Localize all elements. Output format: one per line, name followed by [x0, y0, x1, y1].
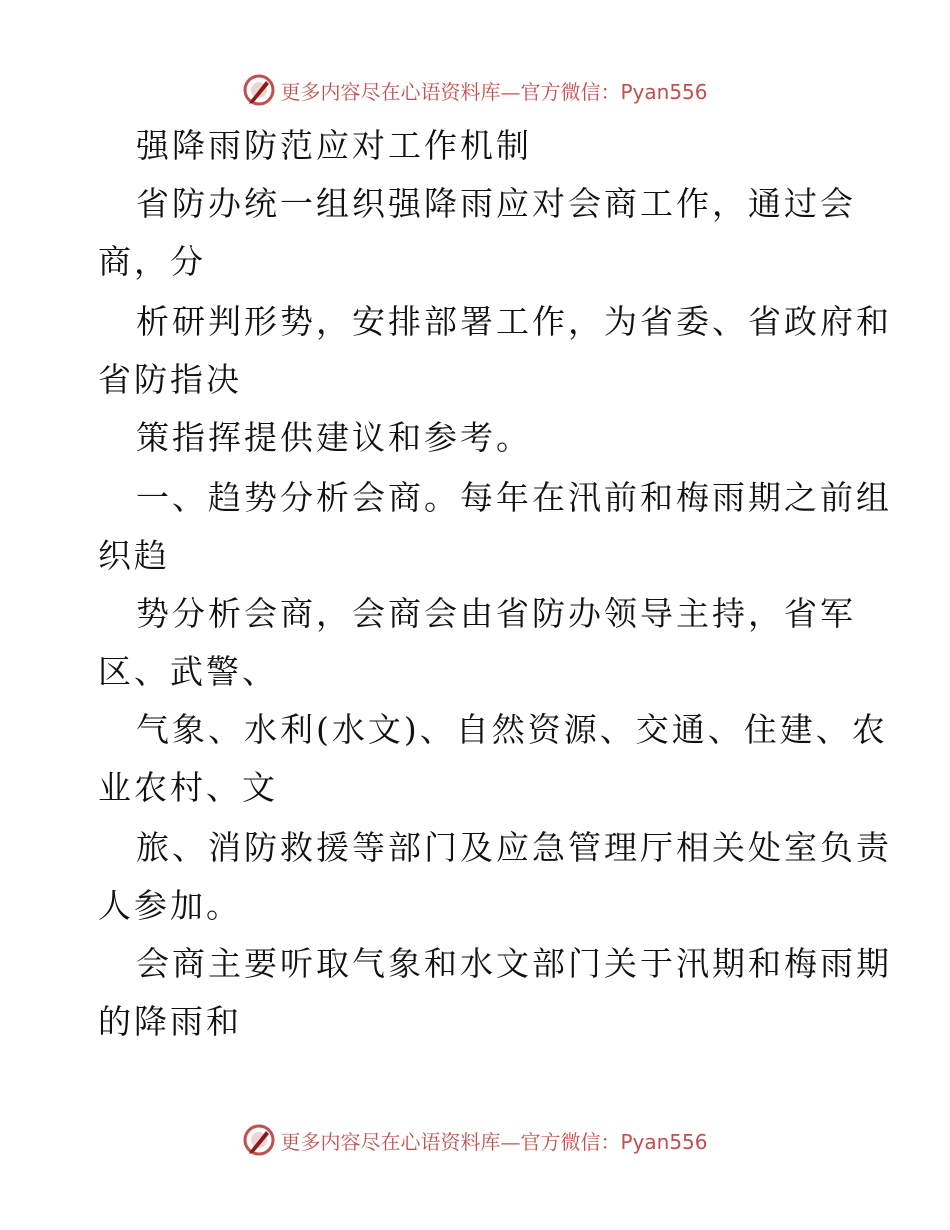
quill-pen-logo-icon [242, 73, 276, 107]
text-line: 区、武警、 [98, 652, 278, 691]
watermark-text: 更多内容尽在心语资料库—官方微信：Pyan556 [280, 1129, 708, 1154]
text-line: 气象、水利(水文)、自然资源、交通、住建、农 [136, 710, 888, 749]
text-line: 势分析会商，会商会由省防办领导主持，省军 [136, 594, 856, 633]
document-title: 强降雨防范应对工作机制 [136, 126, 532, 165]
text-line: 织趋 [98, 536, 170, 575]
text-line: 省防办统一组织强降雨应对会商工作，通过会 [136, 184, 856, 223]
text-line: 省防指决 [98, 360, 242, 399]
header-watermark-banner [0, 70, 950, 110]
quill-pen-logo-icon [242, 1123, 276, 1157]
text-line: 一、趋势分析会商。每年在汛前和梅雨期之前组 [136, 478, 892, 517]
text-line: 会商主要听取气象和水文部门关于汛期和梅雨期 [136, 944, 892, 983]
watermark-text: 更多内容尽在心语资料库—官方微信：Pyan556 [280, 79, 708, 104]
watermark-wechat-id: Pyan556 [620, 79, 708, 104]
text-line: 业农村、文 [98, 768, 278, 807]
text-line: 旅、消防救援等部门及应急管理厅相关处室负责 [136, 828, 892, 867]
text-line: 商，分 [98, 242, 206, 281]
watermark-wechat-id: Pyan556 [620, 1129, 708, 1154]
text-line: 策指挥提供建议和参考。 [136, 418, 532, 457]
footer-watermark-banner [0, 1120, 950, 1160]
text-line: 人参加。 [98, 886, 242, 925]
text-line: 的降雨和 [98, 1002, 242, 1041]
text-line: 析研判形势，安排部署工作，为省委、省政府和 [136, 302, 892, 341]
